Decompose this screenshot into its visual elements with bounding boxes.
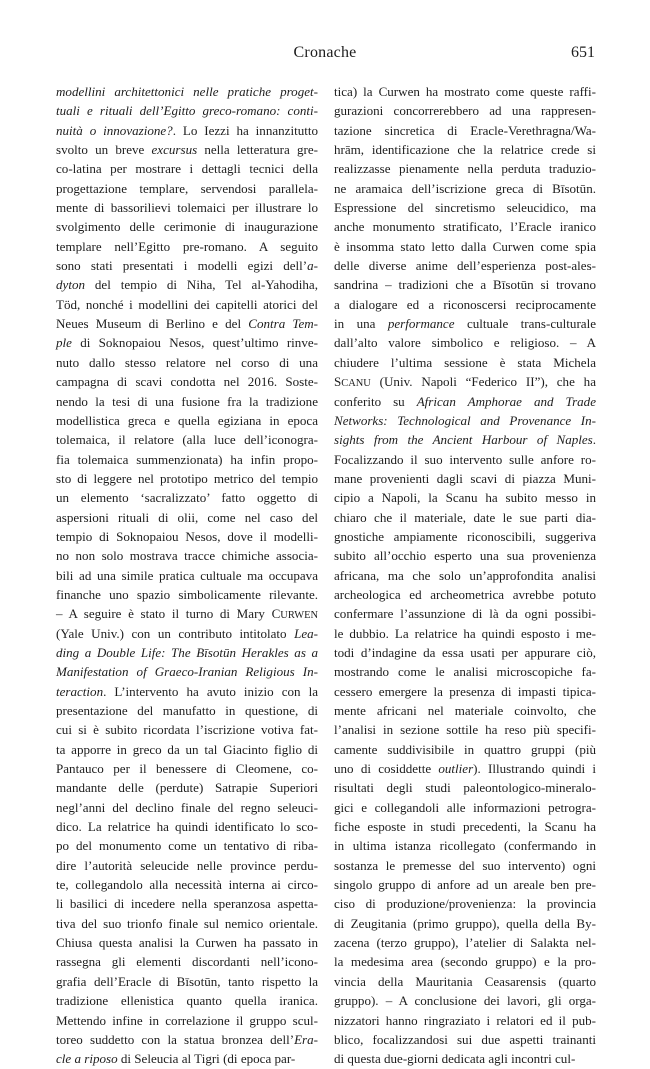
text-line: tazione sincretica di Eracle-Verethragna/Wa- <box>334 122 596 138</box>
text-line: tradizione ellenistica quanto quella iranica. <box>56 993 318 1009</box>
text-line: (Yale Univ.) con un contributo intitolato Lea- <box>56 625 318 641</box>
text-line: co-latina per mostrare i dettagli tecnici della <box>56 161 318 177</box>
text-line: cle a riposo di Seleucia al Tigri (di epoca par- <box>56 1051 296 1067</box>
text-line: – A seguire è stato il turno di Mary CURWEN <box>56 606 318 622</box>
text-line: ne aramaica dell’iscrizione greca di Bīsotūn. <box>334 180 596 196</box>
text-line: Manifestation of Graeco-Iranian Religious In- <box>56 664 318 680</box>
text-line: gici e collegandoli alle informazioni petrogra- <box>334 799 596 815</box>
text-line: svolgimento delle cerimonie di inaugurazione <box>56 219 318 235</box>
text-line: presentazione del manufatto in questione, di <box>56 703 318 718</box>
text-line: africana, ma che solo un’approfondita analisi <box>334 567 596 583</box>
text-line: nendo la tesi di una fusione fra la tradizione <box>56 393 318 409</box>
text-line: cui si è subito ricordata l’iscrizione votiva fat- <box>56 722 318 738</box>
text-line: dall’alto valore simbolico e religioso. – A <box>334 335 596 351</box>
text-line: cipio a Napoli, la Scanu ha subito messo in <box>334 490 596 506</box>
text-line: mente di bassorilievi tolemaici per illustrare lo <box>56 200 318 216</box>
text-line: rassegna gli elementi discordanti nell’icono- <box>56 954 318 970</box>
text-line: li basilici di incedere nella speranzosa aspetta- <box>56 896 318 912</box>
text-line: a dialogare ed a riconoscersi reciprocamente <box>334 296 596 312</box>
text-line: bili ad una simile pratica cultuale ma occupava <box>56 567 318 583</box>
text-line: campagna di scavi condotta nel 2016. Soste- <box>56 374 318 390</box>
text-line: camente suddivisibile in quattro gruppi (più <box>334 741 596 757</box>
text-line: aspersioni rituali di olii, come nel caso del <box>56 509 318 525</box>
text-line: ding a Double Life: The Bīsotūn Herakles as a <box>56 644 318 660</box>
page-header <box>55 44 595 66</box>
text-line: tiva del suo trionfo finale sul nemico orientale. <box>56 915 318 931</box>
page-number: 651 <box>571 44 595 61</box>
text-line: toreo suddetto con la statua bronzea dell’Era- <box>56 1031 318 1047</box>
text-line: gurazioni concorrerebbero ad una rappresen- <box>334 103 596 119</box>
text-line: te, collegandolo alla necessità interna ai circo- <box>56 877 318 893</box>
text-line: finanche uno spazio simbolicamente rilevante. <box>56 586 318 602</box>
text-line: tempio di Soknopaiou Nesos, dove il modelli- <box>56 528 318 544</box>
text-line: risultati degli studi paleontologico-mineralo- <box>334 780 596 796</box>
text-line: singolo gruppo di anfore ad un areale ben pre- <box>334 877 596 893</box>
text-line: sights from the Ancient Harbour of Naples. <box>334 432 596 448</box>
text-line: uno di cosiddette outlier). Illustrando quindi i <box>334 761 596 777</box>
text-line: realizzasse pienamente nella perduta traduzio- <box>334 161 596 177</box>
text-line: sostanza le premesse del suo intervento) ogni <box>334 857 596 873</box>
text-line: chiaro che il materiale, date le sue parti dia- <box>334 509 596 525</box>
text-line: SCANU (Univ. Napoli “Federico II”), che ha <box>334 374 596 390</box>
text-line: Mettendo infine in correlazione il gruppo scul- <box>56 1012 318 1028</box>
text-line: di questa due-giorni dedicata agli incontri cul- <box>334 1051 576 1067</box>
text-line: chiudere l’ultima sessione è stata Michela <box>334 354 596 370</box>
text-line: delle diverse anime dell’esperienza post-ales- <box>334 258 596 274</box>
text-line: dire l’autorità seleucide nelle province perdu- <box>56 857 318 873</box>
text-line: conferito su African Amphorae and Trade <box>334 393 596 409</box>
text-line: tica) la Curwen ha mostrato come queste raffi- <box>334 84 596 99</box>
text-line: Neues Museum di Berlino e del Contra Tem- <box>56 316 318 332</box>
text-line: fia tolemaica summenzionata) ha infin propo- <box>56 451 318 467</box>
text-line: ta apporre in greco da un tal Giacinto figlio di <box>56 741 318 757</box>
text-line: negl’anni del declino finale del regno seleuci- <box>56 799 318 815</box>
text-line: tolemaica, il relatore (alla luce dell’iconogra- <box>56 432 318 448</box>
text-line: no non solo mostrava tracce chimiche associa- <box>56 548 318 564</box>
text-line: tuali e rituali dell’Egitto greco-romano: conti- <box>56 103 318 119</box>
text-line: todi d’indagine da essa usati per appurare ciò, <box>334 644 596 660</box>
text-line: Espressione del sincretismo seleucidico, ma <box>334 200 596 216</box>
text-line: gnostiche ampiamente riconoscibili, suggeriva <box>334 528 596 544</box>
text-line: sandrina – tradizioni che a Bīsotūn si trovano <box>334 277 596 293</box>
text-line: è insomma stato letto dalla Curwen come spia <box>334 238 596 254</box>
text-line: teraction. L’intervento ha avuto inizio con la <box>56 683 318 699</box>
left-text-column <box>56 82 318 1069</box>
text-line: nizzatori hanno ringraziato i relatori ed il pub- <box>334 1012 596 1028</box>
text-line: fiche esposte in studi precedenti, la Scanu ha <box>334 819 596 835</box>
text-line: grafia dell’Eracle di Bīsotūn, tanto rispetto la <box>56 973 318 989</box>
right-text-column <box>334 82 596 1069</box>
text-line: ple di Soknopaiou Nesos, quest’ultimo rinve- <box>56 335 318 351</box>
text-line: sto di leggere nel prototipo metrico del tempio <box>56 470 318 486</box>
text-line: dyton del tempio di Niha, Tel al-Yahodiha, <box>56 277 318 293</box>
text-line: in ultima istanza ricollegato (confermando in <box>334 838 596 854</box>
text-line: zacena (terzo gruppo), l’atelier di Salakta nel- <box>334 935 596 951</box>
text-line: hrām, identificazione che la relatrice crede si <box>334 142 596 158</box>
text-line: archeologica ed archeometrica avrebbe potuto <box>334 586 596 602</box>
text-line: nuto dallo stesso relatore nel corso di una <box>56 354 318 370</box>
text-line: le dubbio. La relatrice ha quindi esposto i me- <box>334 625 596 641</box>
text-line: vincia della Mauritania Ceasarensis (quarto <box>334 973 596 989</box>
text-line: la medesima area (secondo gruppo) e la pro- <box>334 954 596 970</box>
text-line: cessero emergere la presenza di impasti tipica- <box>334 683 596 699</box>
text-line: svolto un breve excursus nella letteratura gre- <box>56 142 318 158</box>
running-head: Cronache <box>293 44 357 61</box>
text-line: mandante delle (perdute) Satrapie Superiori <box>56 780 318 796</box>
text-line: templare nell’Egitto pre-romano. A seguito <box>56 238 318 254</box>
text-line: Focalizzando il suo intervento sulle anfore ro- <box>334 451 596 467</box>
text-line: confermare l’assunzione di là da ogni possibi- <box>334 606 596 622</box>
text-line: Chiusa questa analisi la Curwen ha passato in <box>56 935 318 951</box>
text-line: modellistica greca e quella egiziana in epoca <box>56 412 318 428</box>
text-line: l’analisi in sezione sottile ha reso più specifi- <box>334 722 596 738</box>
text-line: sono stati presentati i modelli egizi dell’a- <box>56 258 318 274</box>
text-line: gruppo). – A conclusione dei lavori, gli orga- <box>334 993 596 1009</box>
text-line: Töd, nonché i modellini dei capitelli atorici del <box>56 296 318 312</box>
text-line: Pantauco per il benessere di Cleomene, co- <box>56 761 318 777</box>
text-line: mostrando come le analisi microscopiche fa- <box>334 664 596 680</box>
text-line: subito all’occhio esperto una sua provenienza <box>334 548 596 564</box>
text-line: un elemento ‘sacralizzato’ fatto oggetto di <box>56 490 318 506</box>
text-line: di Zeugitania (primo gruppo), quella della By- <box>334 915 596 931</box>
text-line: anche monumento stratificato, l’Eracle iranico <box>334 219 596 235</box>
text-line: po del monumento come un tentativo di riba- <box>56 838 318 854</box>
text-line: mane provenienti dagli scavi di piazza Muni- <box>334 470 596 486</box>
text-line: in una performance cultuale trans-culturale <box>334 316 596 332</box>
text-line: mente africani nel materiale coinvolto, che <box>334 703 596 718</box>
text-line: ciso di produzione/provenienza: la provincia <box>334 896 596 912</box>
text-line: progettazione templare, servendosi parallela- <box>56 180 318 196</box>
text-line: modellini architettonici nelle pratiche proget- <box>56 84 318 99</box>
text-line: dico. La relatrice ha quindi identificato lo sco- <box>56 819 318 835</box>
text-line: Networks: Technological and Provenance In- <box>334 412 596 428</box>
text-line: blico, focalizzandosi sui due aspetti trainanti <box>334 1031 596 1047</box>
text-line: nuità o innovazione?. Lo Iezzi ha innanzitutto <box>56 122 318 138</box>
